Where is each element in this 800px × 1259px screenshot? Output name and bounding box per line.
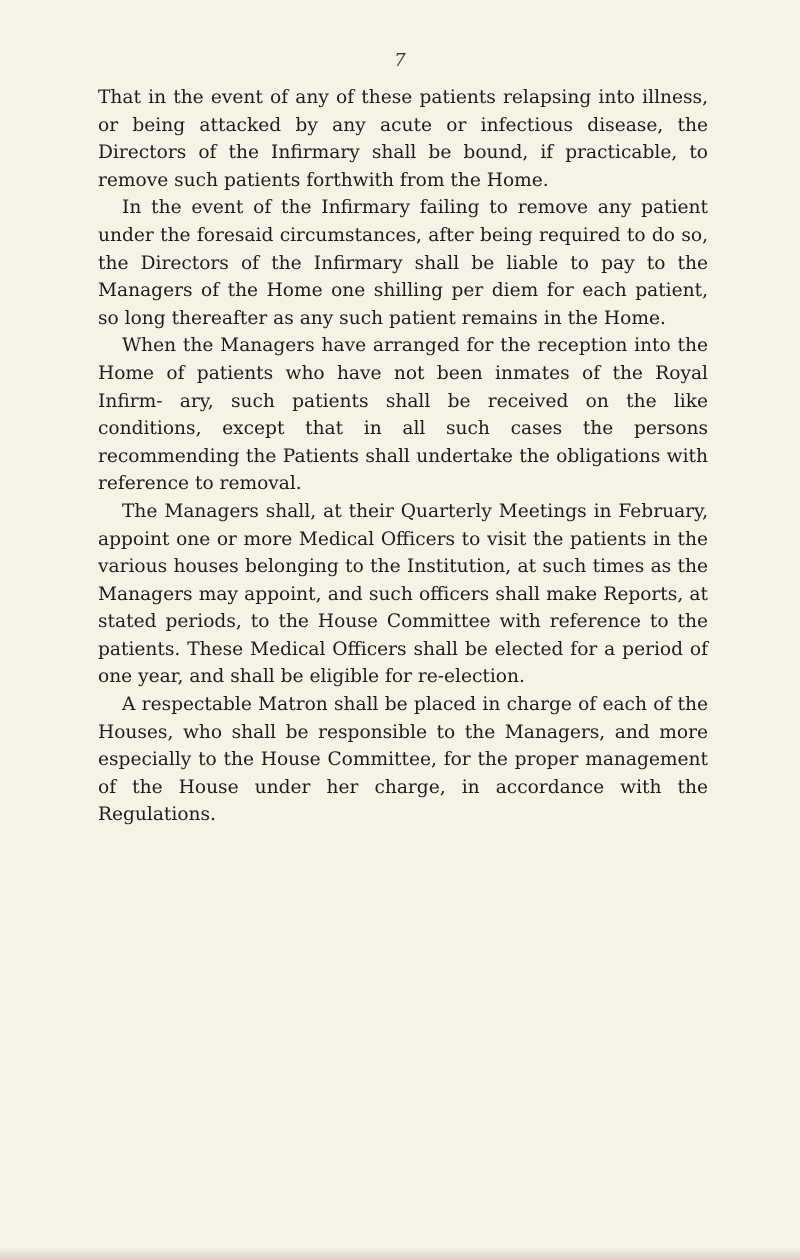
paragraph-infirmary-liability: In the event of the Infirmary failing to remove any patient under the foresaid circumstances, after being required to do so, the Directors of the Infirmary shall be liable to pay to the Managers of the Home one shilling per diem for each patient, so long thereafter as any such patient remains in the Home. (98, 197, 708, 329)
paragraph-removal-of-relapsing-patients: That in the event of any of these patients relapsing into illness, or being attacked by any acute or infectious disease, the Directors of the Infirmary shall be bound, if practicable, to remove such patients forthwith from the Home. (98, 87, 708, 191)
page-edge-shadow (0, 1247, 800, 1259)
page-number: 7 (394, 50, 406, 71)
paragraph-outside-patients: When the Managers have arranged for the reception into the Home of patients who have not been inmates of the Royal Infirm- ary, such patients shall be received on the like conditions, except that in all such cases the persons recommending the Patients shall undertake the obligations with reference to removal. (98, 335, 708, 495)
paragraph-medical-officers: The Managers shall, at their Quarterly Meetings in February, appoint one or more Medical Officers to visit the patients in the various houses belonging to the Institution, at such times as the Managers may appoint, and such officers shall make Reports, at stated periods, to the House Committee with reference to the patients. These Medical Officers shall be elected for a period of one year, and shall be eligible for re-election. (98, 500, 708, 688)
body-text (98, 84, 708, 829)
paragraph-matron: A respectable Matron shall be placed in charge of each of the Houses, who shall be responsible to the Managers, and more especially to the House Committee, for the proper management of the House under her charge, in accordance with the Regulations. (98, 694, 708, 826)
